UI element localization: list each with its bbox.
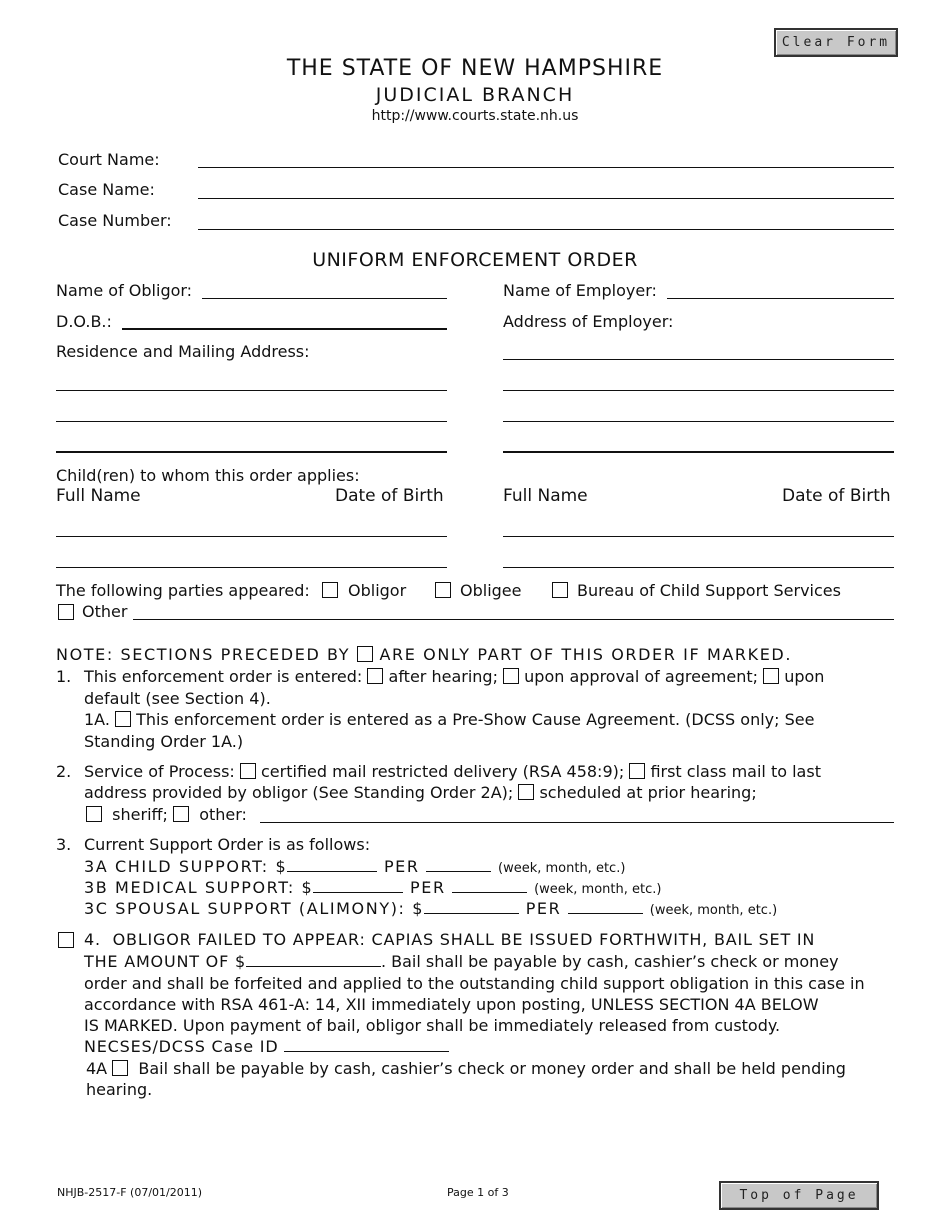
child-support-row: 3A CHILD SUPPORT: $ PER (week, month, etc.) [84,857,626,876]
obligee-checkbox[interactable] [435,582,451,598]
section-2-number: 2. [56,762,72,781]
other-party-field[interactable] [133,619,894,620]
section-4-checkbox[interactable] [58,932,74,948]
children-intro: Child(ren) to whom this order applies: [56,466,360,485]
bureau-checkbox[interactable] [552,582,568,598]
obligor-address-label: Residence and Mailing Address: [56,342,310,361]
obligor-checkbox[interactable] [322,582,338,598]
employer-address-label: Address of Employer: [503,312,674,331]
child-full-name-header: Full Name [56,486,141,506]
form-title: UNIFORM ENFORCEMENT ORDER [312,249,638,271]
case-number-field[interactable] [198,229,894,230]
after-hearing-checkbox[interactable] [367,668,383,684]
court-name-label: Court Name: [58,150,160,169]
obligor-address-line[interactable] [56,390,447,391]
section-2-line2: address provided by obligor (See Standing Order 2A); scheduled at prior hearing; [84,783,757,802]
obligor-address-line[interactable] [56,421,447,422]
clear-form-button[interactable]: Clear Form [774,28,898,57]
employer-address-line[interactable] [503,359,894,360]
obligor-name-label: Name of Obligor: [56,281,193,300]
section-2-line3: sheriff; other: [86,805,247,824]
section-2-line1: Service of Process: certified mail restricted delivery (RSA 458:9); first class mail to last [84,762,821,781]
top-of-page-button[interactable]: Top of Page [719,1181,879,1210]
child-dob-header: Date of Birth [782,486,891,506]
child-full-name-header: Full Name [503,486,588,506]
approval-agreement-checkbox[interactable] [503,668,519,684]
section-4-line5: IS MARKED. Upon payment of bail, obligor shall be immediately released from custody. [84,1016,781,1035]
section-1-line1: This enforcement order is entered: after hearing; upon approval of agreement; upon [84,667,825,686]
section-1-line2: default (see Section 4). [84,689,271,708]
employer-address-line[interactable] [503,390,894,391]
case-name-field[interactable] [198,198,894,199]
obligee-option: Obligee [460,581,522,600]
employer-name-label: Name of Employer: [503,281,657,300]
court-url: http://www.courts.state.nh.us [371,108,579,124]
section-4-line2: THE AMOUNT OF $ . Bail shall be payable by cash, cashier’s check or money [84,952,839,971]
form-id: NHJB-2517-F (07/01/2011) [57,1186,203,1199]
bail-amount-field[interactable] [246,952,381,967]
employer-address-line[interactable] [503,421,894,422]
obligor-name-field[interactable] [202,298,447,299]
first-class-mail-checkbox[interactable] [629,763,645,779]
spousal-support-row: 3C SPOUSAL SUPPORT (ALIMONY): $ PER (week, month, etc.) [84,899,778,918]
page-title: THE STATE OF NEW HAMPSHIRE [286,56,664,81]
child-entry-line[interactable] [503,536,894,537]
child-support-period-field[interactable] [426,857,491,872]
obligor-option: Obligor [348,581,407,600]
obligor-dob-field[interactable] [122,328,447,330]
child-support-amount-field[interactable] [287,857,377,872]
section-4a-line2: hearing. [86,1080,153,1099]
prior-hearing-checkbox[interactable] [518,784,534,800]
bureau-option: Bureau of Child Support Services [577,581,841,600]
section-4-line1: 4. OBLIGOR FAILED TO APPEAR: CAPIAS SHALL BE ISSUED FORTHWITH, BAIL SET IN [84,930,816,949]
page-number: Page 1 of 3 [447,1186,509,1199]
medical-support-period-field[interactable] [452,878,527,893]
parties-label: The following parties appeared: [56,581,310,600]
medical-support-row: 3B MEDICAL SUPPORT: $ PER (week, month, etc.) [84,878,662,897]
other-party-checkbox[interactable] [58,604,74,620]
section-1-number: 1. [56,667,72,686]
obligor-address-line[interactable] [56,451,447,453]
sheriff-checkbox[interactable] [86,806,102,822]
page-subtitle: JUDICIAL BRANCH [375,84,575,106]
default-checkbox[interactable] [763,668,779,684]
pre-show-cause-checkbox[interactable] [115,711,131,727]
note-checkbox-sample [357,646,373,662]
note-text: NOTE: SECTIONS PRECEDED BY ARE ONLY PART OF THIS ORDER IF MARKED. [56,645,793,664]
other-service-checkbox[interactable] [173,806,189,822]
case-name-label: Case Name: [58,180,155,199]
section-3-number: 3. [56,835,72,854]
spousal-support-amount-field[interactable] [424,899,519,914]
section-4-line4: accordance with RSA 461-A: 14, XII immediately upon posting, UNLESS SECTION 4A BELOW [84,995,819,1014]
other-party-label: Other [82,602,128,621]
section-1a: 1A. This enforcement order is entered as a Pre-Show Cause Agreement. (DCSS only; See [84,710,815,729]
medical-support-amount-field[interactable] [313,878,403,893]
other-service-field[interactable] [260,822,894,823]
employer-address-line[interactable] [503,451,894,453]
case-number-label: Case Number: [58,211,172,230]
obligor-dob-label: D.O.B.: [56,312,112,331]
certified-mail-checkbox[interactable] [240,763,256,779]
section-1a-line2: Standing Order 1A.) [84,732,244,751]
section-4a-checkbox[interactable] [112,1060,128,1076]
child-entry-line[interactable] [56,567,447,568]
case-id-row: NECSES/DCSS Case ID [84,1037,449,1056]
spousal-support-period-field[interactable] [568,899,643,914]
case-id-field[interactable] [284,1037,449,1052]
employer-name-field[interactable] [667,298,894,299]
court-name-field[interactable] [198,167,894,168]
child-entry-line[interactable] [56,536,447,537]
section-4a: 4A Bail shall be payable by cash, cashier’s check or money order and shall be held pending [86,1059,846,1078]
child-entry-line[interactable] [503,567,894,568]
child-dob-header: Date of Birth [335,486,444,506]
section-4-line3: order and shall be forfeited and applied to the outstanding child support obligation in this case in [84,974,865,993]
section-3-text: Current Support Order is as follows: [84,835,371,854]
